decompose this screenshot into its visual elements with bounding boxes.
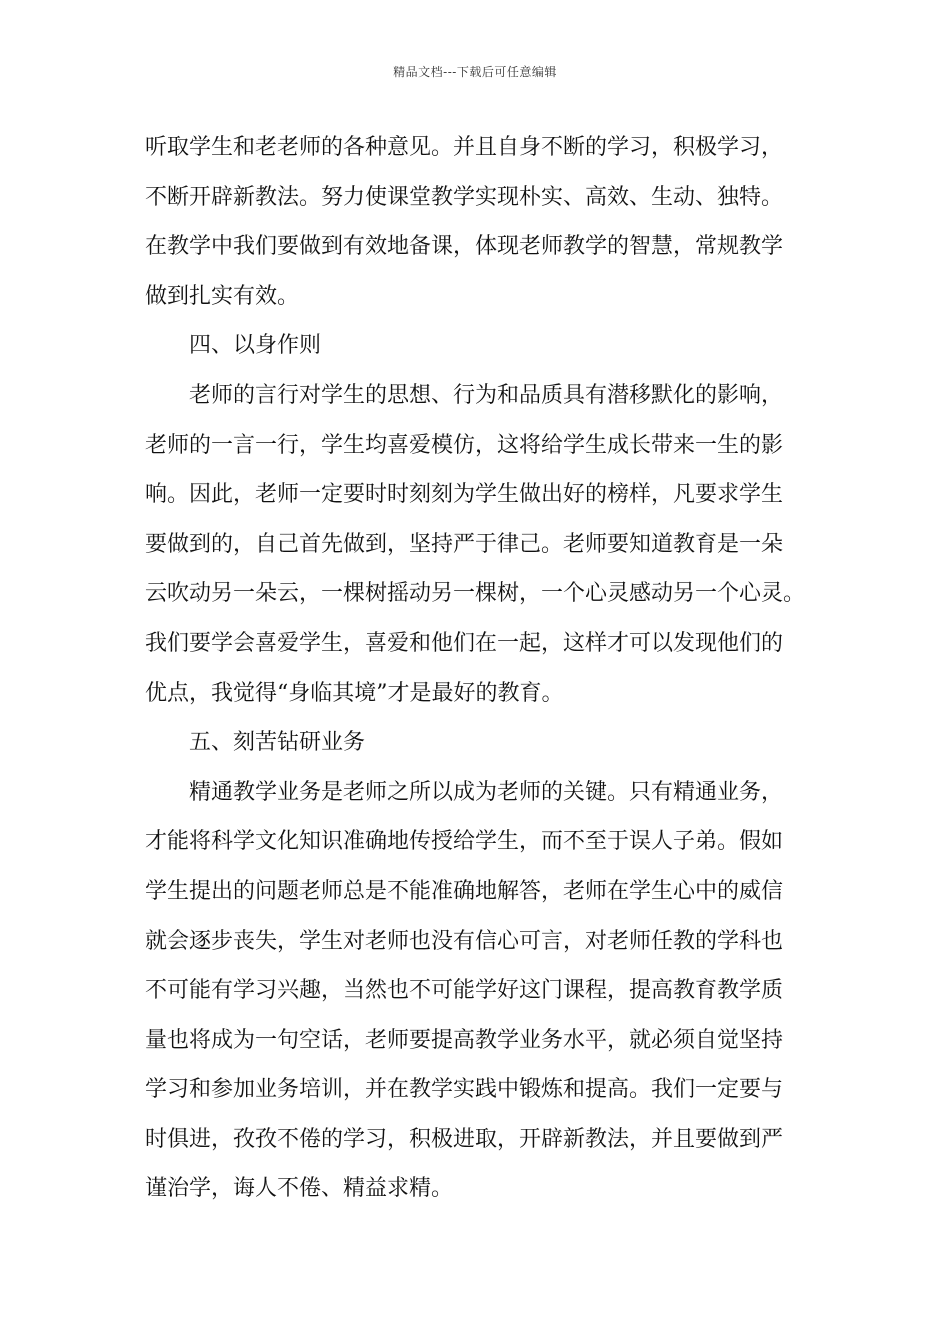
text-line: 不可能有学习兴趣，当然也不可能学好这门课程，提高教育教学质 xyxy=(145,978,784,1004)
section-heading: 四、以身作则 xyxy=(189,333,322,359)
text-line: 我们要学会喜爱学生，喜爱和他们在一起，这样才可以发现他们的 xyxy=(145,630,784,656)
text-line: 要做到的，自己首先做到，坚持严于律己。老师要知道教育是一朵 xyxy=(145,531,784,557)
text-line: 做到扎实有效。 xyxy=(145,283,300,309)
text-line: 就会逐步丧失，学生对老师也没有信心可言，对老师任教的学科也 xyxy=(145,928,784,954)
text-line: 学习和参加业务培训，并在教学实践中锻炼和提高。我们一定要与 xyxy=(145,1077,784,1103)
text-line: 在教学中我们要做到有效地备课，体现老师教学的智慧，常规教学 xyxy=(145,234,784,260)
text-line: 学生提出的问题老师总是不能准确地解答，老师在学生心中的威信 xyxy=(145,878,784,904)
text-line: 才能将科学文化知识准确地传授给学生，而不至于误人子弟。假如 xyxy=(145,829,784,855)
text-line: 老师的言行对学生的思想、行为和品质具有潜移默化的影响， xyxy=(189,382,784,408)
text-line: 时俱进，孜孜不倦的学习，积极进取，开辟新教法，并且要做到严 xyxy=(145,1126,784,1152)
text-line: 云吹动另一朵云，一棵树摇动另一棵树，一个心灵感动另一个心灵。 xyxy=(145,581,806,607)
text-line: 不断开辟新教法。努力使课堂教学实现朴实、高效、生动、独特。 xyxy=(145,184,784,210)
page-header: 精品文档---下载后可任意编辑 xyxy=(393,65,557,79)
text-line: 精通教学业务是老师之所以成为老师的关键。只有精通业务， xyxy=(189,779,784,805)
text-line: 听取学生和老老师的各种意见。并且自身不断的学习，积极学习， xyxy=(145,135,784,160)
text-line: 响。因此，老师一定要时时刻刻为学生做出好的榜样，凡要求学生 xyxy=(145,482,784,508)
document-body xyxy=(145,123,825,1214)
text-line: 老师的一言一行，学生均喜爱模仿，这将给学生成长带来一生的影 xyxy=(145,432,784,458)
text-line: 量也将成为一句空话，老师要提高教学业务水平，就必须自觉坚持 xyxy=(145,1027,784,1053)
section-heading: 五、刻苦钻研业务 xyxy=(189,730,366,756)
text-line: 谨治学，诲人不倦、精益求精。 xyxy=(145,1176,454,1202)
text-line: 优点，我觉得“身临其境”才是最好的教育。 xyxy=(145,680,564,706)
